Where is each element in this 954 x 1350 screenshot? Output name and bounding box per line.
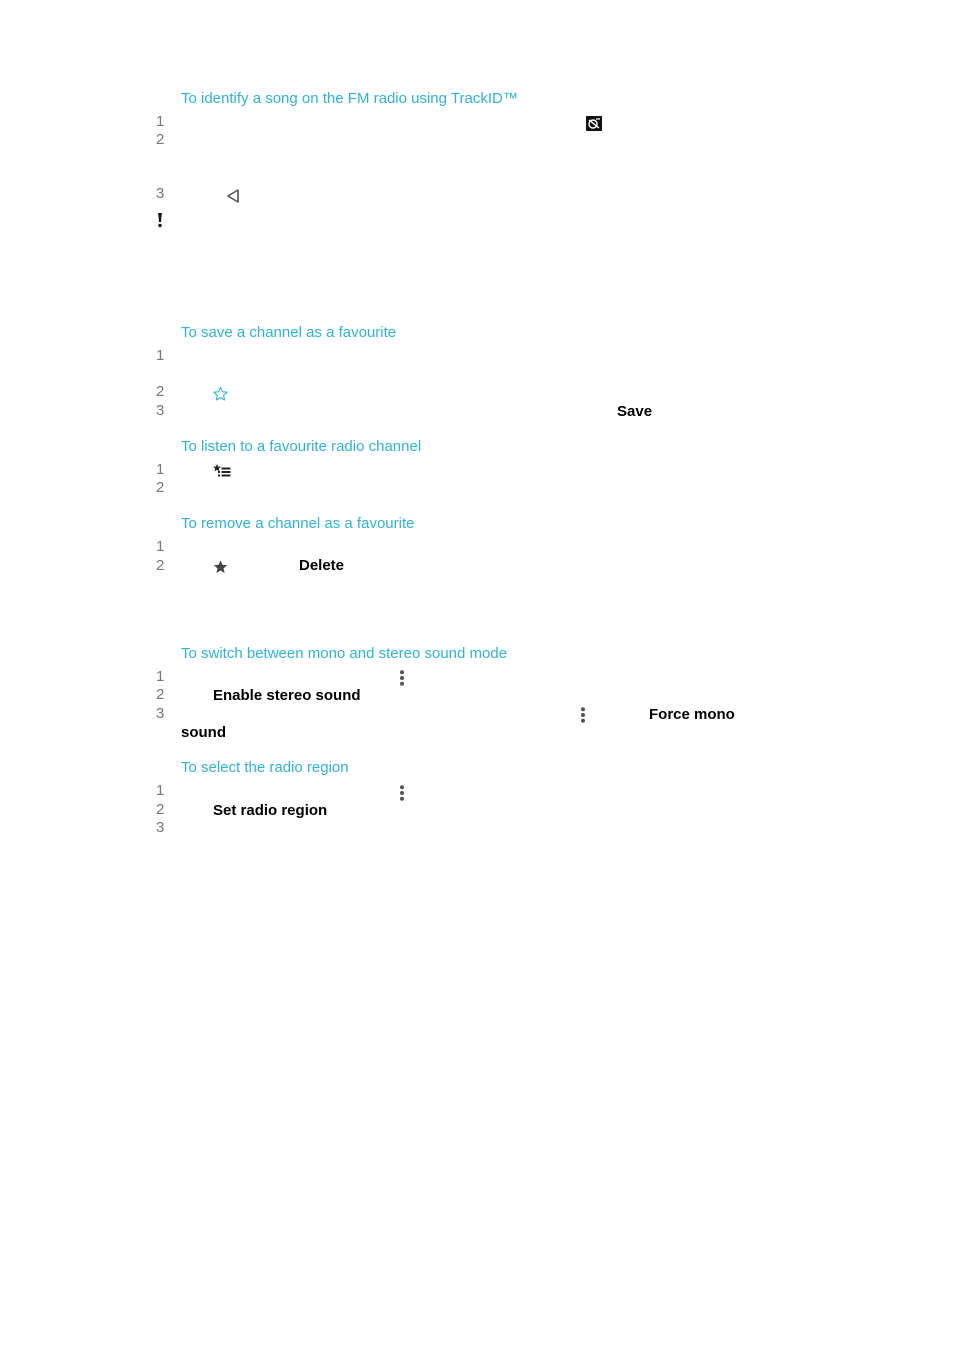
heading-radio-region: To select the radio region	[181, 759, 349, 776]
enable-stereo-label: Enable stereo sound	[213, 687, 361, 704]
step-number: 2	[156, 131, 165, 148]
star-filled-icon	[212, 559, 229, 580]
force-mono-label-continued: sound	[181, 724, 226, 741]
star-outline-icon	[212, 386, 229, 407]
step-number: 1	[156, 538, 165, 555]
step-number: 1	[156, 782, 165, 799]
menu-dots-icon	[399, 785, 405, 806]
step-number: 3	[156, 185, 165, 202]
heading-save-favourite: To save a channel as a favourite	[181, 324, 397, 341]
menu-dots-icon	[399, 670, 405, 691]
save-label: Save	[617, 403, 653, 420]
step-number: 3	[156, 402, 165, 419]
trackid-icon	[586, 116, 602, 136]
step-number: 2	[156, 801, 165, 818]
set-region-label: Set radio region	[213, 802, 328, 819]
heading-listen-favourite: To listen to a favourite radio channel	[181, 438, 422, 455]
step-number: 1	[156, 113, 165, 130]
step-number: 2	[156, 383, 165, 400]
warning-icon	[157, 213, 163, 233]
heading-mono-stereo: To switch between mono and stereo sound mode	[181, 645, 508, 662]
delete-label: Delete	[299, 557, 345, 574]
heading-trackid: To identify a song on the FM radio using TrackID™	[181, 90, 518, 107]
heading-remove-favourite: To remove a channel as a favourite	[181, 515, 415, 532]
step-number: 3	[156, 819, 165, 836]
step-number: 1	[156, 347, 165, 364]
force-mono-label: Force mono	[649, 706, 735, 723]
favourites-list-icon	[213, 464, 231, 484]
step-number: 2	[156, 557, 165, 574]
step-number: 3	[156, 705, 165, 722]
back-icon	[225, 188, 241, 209]
step-number: 1	[156, 668, 165, 685]
step-number: 2	[156, 686, 165, 703]
menu-dots-icon	[580, 707, 586, 728]
step-number: 2	[156, 479, 165, 496]
step-number: 1	[156, 461, 165, 478]
